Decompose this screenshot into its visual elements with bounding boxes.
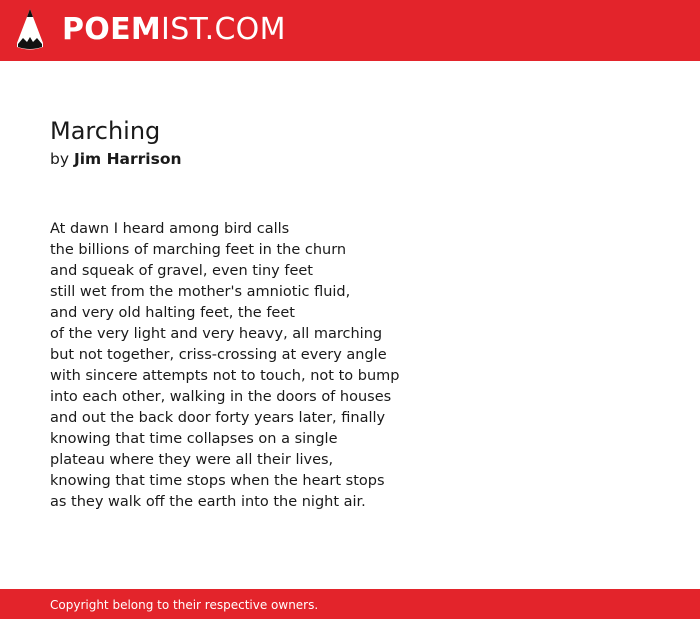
poem-line: knowing that time collapses on a single [50, 431, 338, 447]
poem-title: Marching [50, 117, 161, 145]
logo-light-text: IST.COM [161, 12, 286, 47]
poem-line: still wet from the mother's amniotic fluid, [50, 284, 351, 300]
author-link[interactable]: Jim Harrison [73, 150, 182, 168]
poem-line: At dawn I heard among bird calls [50, 221, 290, 237]
poem-line: and squeak of gravel, even tiny feet [50, 263, 313, 279]
by-label: by [50, 150, 70, 168]
poem-line: plateau where they were all their lives, [50, 452, 334, 468]
logo-bold-text: POEM [62, 12, 162, 47]
site-header [0, 0, 700, 61]
pencil-icon [17, 9, 43, 51]
site-footer [0, 589, 700, 619]
poem-line: knowing that time stops when the heart stops [50, 473, 385, 489]
logo-wordmark [62, 9, 286, 51]
poem-line: as they walk off the earth into the night air. [50, 494, 366, 510]
poem-byline [50, 149, 182, 169]
poem-line: but not together, criss-crossing at every angle [50, 347, 387, 363]
poem-line: the billions of marching feet in the churn [50, 242, 347, 258]
poem-line: and out the back door forty years later, finally [50, 410, 386, 426]
poem-line: and very old halting feet, the feet [50, 305, 295, 321]
poem-line: of the very light and very heavy, all marching [50, 326, 383, 342]
poem-line: into each other, walking in the doors of houses [50, 389, 392, 405]
copyright-text: Copyright belong to their respective owners. [50, 598, 319, 612]
poem-body [50, 219, 399, 513]
poem-line: with sincere attempts not to touch, not to bump [50, 368, 400, 384]
site-logo[interactable] [17, 9, 286, 51]
